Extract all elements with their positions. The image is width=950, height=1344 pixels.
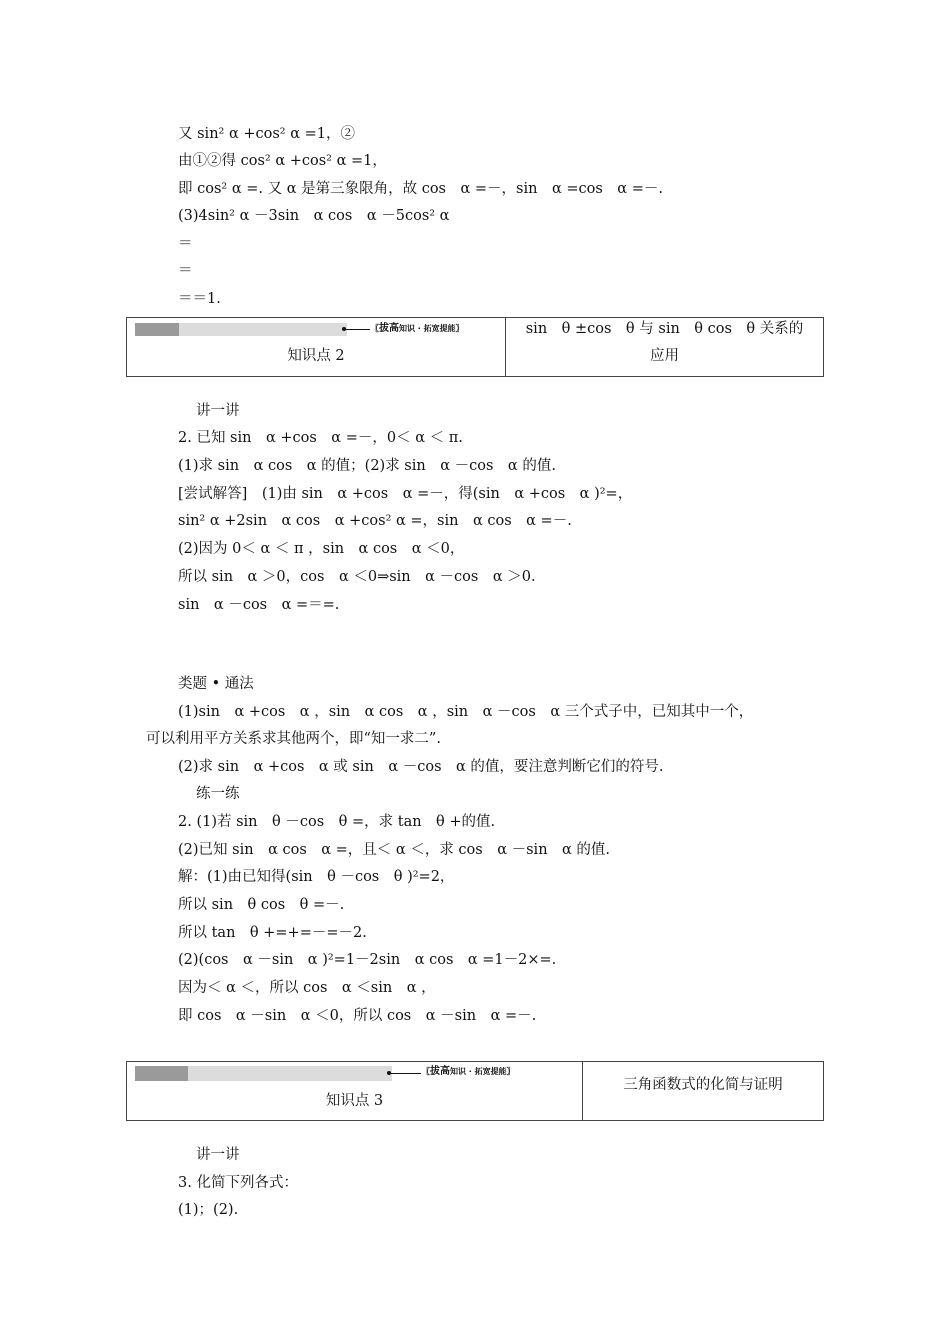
knowledge-point-title: sin θ ±cos θ 与 sin θ cos θ 关系的: [525, 321, 804, 337]
text-line: 解：(1)由已知得(sin θ －cos θ )²=2，: [178, 869, 455, 885]
text-line: (2)求 sin α +cos α 或 sin α －cos α 的值，要注意判断它们的符号.: [178, 759, 664, 775]
text-line: ＝: [178, 236, 193, 252]
text-line: 因为＜ α ＜，所以 cos α ＜sin α ，: [178, 980, 436, 996]
text-line: 即 cos² α =. 又 α 是第三象限角，故 cos α =－，sin α =cos α =－.: [178, 181, 663, 197]
banner-bar: [179, 323, 347, 336]
divider-line: [346, 329, 370, 330]
banner-bar: [135, 323, 179, 336]
heading: 练一练: [196, 786, 240, 802]
text-line: (2)(cos α －sin α )²=1－2sin α cos α =1－2×=.: [178, 952, 557, 968]
knowledge-point-label: 知识点 2: [287, 348, 345, 364]
banner-label: 〖拔高知识 · 拓宽提能〗: [371, 323, 464, 334]
text-line: 所以 tan θ +=+=－=－2.: [178, 925, 367, 941]
text-line: 即 cos α －sin α ＜0，所以 cos α －sin α =－.: [178, 1008, 537, 1024]
text-line: (2)因为 0＜ α ＜ π ，sin α cos α ＜0，: [178, 541, 465, 557]
knowledge-point-3-box: [126, 1061, 824, 1121]
text-line: 由①②得 cos² α +cos² α =1，: [178, 153, 387, 169]
banner-bar: [188, 1066, 392, 1081]
heading: 类题 • 通法: [178, 676, 254, 692]
text-line: (2)已知 sin α cos α =，且＜ α ＜，求 cos α －sin α 的值.: [178, 842, 611, 858]
banner-bar: [135, 1066, 188, 1081]
text-line: sin α －cos α =＝=.: [178, 597, 340, 613]
banner-label: 〖拔高知识 · 拓宽提能〗: [422, 1066, 515, 1077]
divider-line: [391, 1073, 421, 1074]
text-line: ＝: [178, 263, 193, 279]
text-line: (1)sin α +cos α ，sin α cos α ，sin α －cos α 三个式子中，已知其中一个，: [178, 704, 754, 720]
heading: 讲一讲: [196, 403, 240, 419]
text-line: 2. (1)若 sin θ －cos θ =，求 tan θ +的值.: [178, 814, 496, 830]
knowledge-point-title: 应用: [650, 348, 679, 364]
text-line: (1)；(2).: [178, 1202, 239, 1218]
text-line: 2. 已知 sin α +cos α =－，0＜ α ＜ π.: [178, 430, 463, 446]
heading: 讲一讲: [196, 1147, 240, 1163]
text-line: sin² α +2sin α cos α +cos² α =，sin α cos α =－.: [178, 513, 572, 529]
text-line: 所以 sin θ cos θ =－.: [178, 897, 345, 913]
knowledge-point-title: 三角函数式的化简与证明: [623, 1077, 783, 1093]
knowledge-point-label: 知识点 3: [325, 1093, 384, 1109]
text-line: 3. 化简下列各式：: [178, 1175, 298, 1191]
text-line: 可以利用平方关系求其他两个，即“知一求二”.: [146, 731, 441, 747]
text-line: (1)求 sin α cos α 的值；(2)求 sin α －cos α 的值.: [178, 458, 556, 474]
text-line: 所以 sin α ＞0，cos α ＜0⇒sin α －cos α ＞0.: [178, 569, 536, 585]
text-line: 又 sin² α +cos² α =1，②: [178, 126, 355, 142]
text-line: ＝＝1.: [178, 291, 221, 307]
knowledge-point-2-box: [126, 317, 824, 377]
text-line: (3)4sin² α －3sin α cos α －5cos² α: [178, 208, 450, 224]
text-line: [尝试解答] (1)由 sin α +cos α =－，得(sin α +cos α )²=，: [178, 486, 633, 502]
